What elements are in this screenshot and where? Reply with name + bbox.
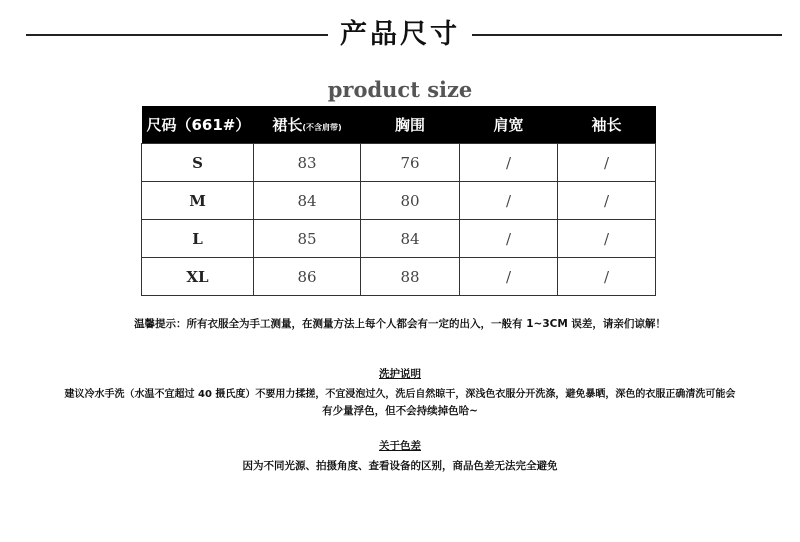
title-divider-left — [26, 34, 328, 36]
cell-sleeve: / — [558, 144, 656, 182]
cell-skirt-length: 83 — [254, 144, 361, 182]
title-divider-right — [472, 34, 782, 36]
header-shoulder: 肩宽 — [460, 106, 558, 144]
header-bust: 胸围 — [361, 106, 460, 144]
cell-bust: 84 — [361, 220, 460, 258]
cell-bust: 80 — [361, 182, 460, 220]
cell-skirt-length: 86 — [254, 258, 361, 296]
header-size: 尺码（661#） — [142, 106, 254, 144]
header-skirt-length-label: 裙长 — [272, 116, 303, 134]
cell-size: L — [142, 220, 254, 258]
header-sleeve: 袖长 — [558, 106, 656, 144]
size-table — [141, 106, 656, 296]
cell-sleeve: / — [558, 220, 656, 258]
cell-skirt-length: 84 — [254, 182, 361, 220]
cell-shoulder: / — [460, 182, 558, 220]
cell-size: M — [142, 182, 254, 220]
cell-sleeve: / — [558, 182, 656, 220]
page-title: 产品尺寸 — [340, 19, 460, 50]
cell-size: XL — [142, 258, 254, 296]
measurement-tip: 温馨提示：所有衣服全为手工测量，在测量方法上每个人都会有一定的出入，一般有 1~3CM 误差，请亲们谅解！ — [134, 318, 666, 330]
header-skirt-length — [254, 106, 361, 144]
wash-care-title: 洗护说明 — [379, 368, 421, 380]
header-skirt-length-note: (不含肩带) — [302, 123, 342, 132]
cell-size: S — [142, 144, 254, 182]
cell-shoulder: / — [460, 144, 558, 182]
color-difference-text: 因为不同光源、拍摄角度、查看设备的区别，商品色差无法完全避免 — [242, 460, 558, 472]
wash-care-line-2: 有少量浮色，但不会持续掉色哈~ — [322, 405, 478, 417]
cell-sleeve: / — [558, 258, 656, 296]
cell-shoulder: / — [460, 220, 558, 258]
page-subtitle: product size — [327, 77, 473, 102]
table-row — [142, 258, 656, 296]
cell-bust: 88 — [361, 258, 460, 296]
cell-bust: 76 — [361, 144, 460, 182]
table-row — [142, 220, 656, 258]
table-row — [142, 182, 656, 220]
color-difference-title: 关于色差 — [379, 440, 421, 452]
wash-care-line-1: 建议冷水手洗（水温不宜超过 40 摄氏度）不要用力揉搓，不宜浸泡过久，洗后自然晾干，深浅色衣服分开洗涤，避免暴晒，深色的衣服正确清洗可能会 — [64, 389, 736, 400]
cell-skirt-length: 85 — [254, 220, 361, 258]
size-table-header-row — [142, 106, 656, 144]
table-row — [142, 144, 656, 182]
cell-shoulder: / — [460, 258, 558, 296]
